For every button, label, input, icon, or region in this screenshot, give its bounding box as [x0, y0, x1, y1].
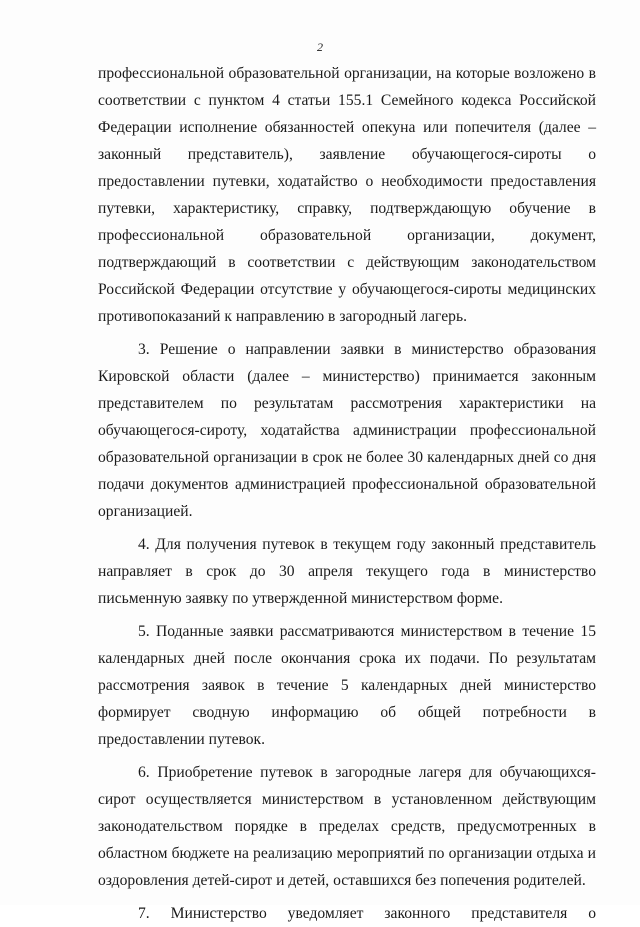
paragraph-item-3: 3. Решение о направлении заявки в министерство образования Кировской области (далее – министерство) принимается законным представителем по результатам рассмотрения характеристики на обучающегося-сироту, ходатайства администрации профессиональной образовательной организации в срок не более 30 календарных дней со дня подачи документов администрацией профессиональной образовательной организацией.: [98, 341, 596, 520]
last-line-word: о: [588, 905, 596, 922]
last-line-word: законного: [384, 905, 451, 922]
last-line-word: уведомляет: [287, 905, 364, 922]
paragraph-item-6: 6. Приобретение путевок в загородные лагеря для обучающихся-сирот осуществляется министерством в установленном действующим законодательством порядке в пределах средств, предусмотренных в областном бюджете на реализацию мероприятий по организации отдыха и оздоровления детей-сирот и детей, оставшихся без попечения родителей.: [98, 764, 596, 889]
paragraph-item-5: 5. Поданные заявки рассматриваются министерством в течение 15 календарных дней после окончания срока их подачи. По результатам рассмотрения заявок в течение 5 календарных дней министерство формирует сводную информацию об общей потребности в предоставлении путевок.: [98, 623, 596, 748]
last-line-word: Министерство: [170, 905, 267, 922]
paragraph-item-7-first-line: [98, 900, 596, 927]
document-body: [98, 60, 596, 927]
paragraph-item-4: 4. Для получения путевок в текущем году законный представитель направляет в срок до 30 апреля текущего года в министерство письменную заявку по утвержденной министерством форме.: [98, 536, 596, 607]
last-line-word: представителя: [471, 905, 568, 922]
page-number: 2: [317, 40, 323, 54]
paragraph-continuation: профессиональной образовательной организации, на которые возложено в соответствии с пунктом 4 статьи 155.1 Семейного кодекса Российской Федерации исполнение обязанностей опекуна или попечителя (далее – законный представитель), заявление обучающегося-сироты о предоставлении путевки, ходатайство о необходимости предоставления путевки, характеристику, справку, подтверждающую обучение в профессиональной образовательной организации, документ, подтверждающий в соответствии с действующим законодательством Российской Федерации отсутствие у обучающегося-сироты медицинских противопоказаний к направлению в загородный лагерь.: [98, 65, 596, 325]
last-line-word: 7.: [138, 905, 150, 922]
